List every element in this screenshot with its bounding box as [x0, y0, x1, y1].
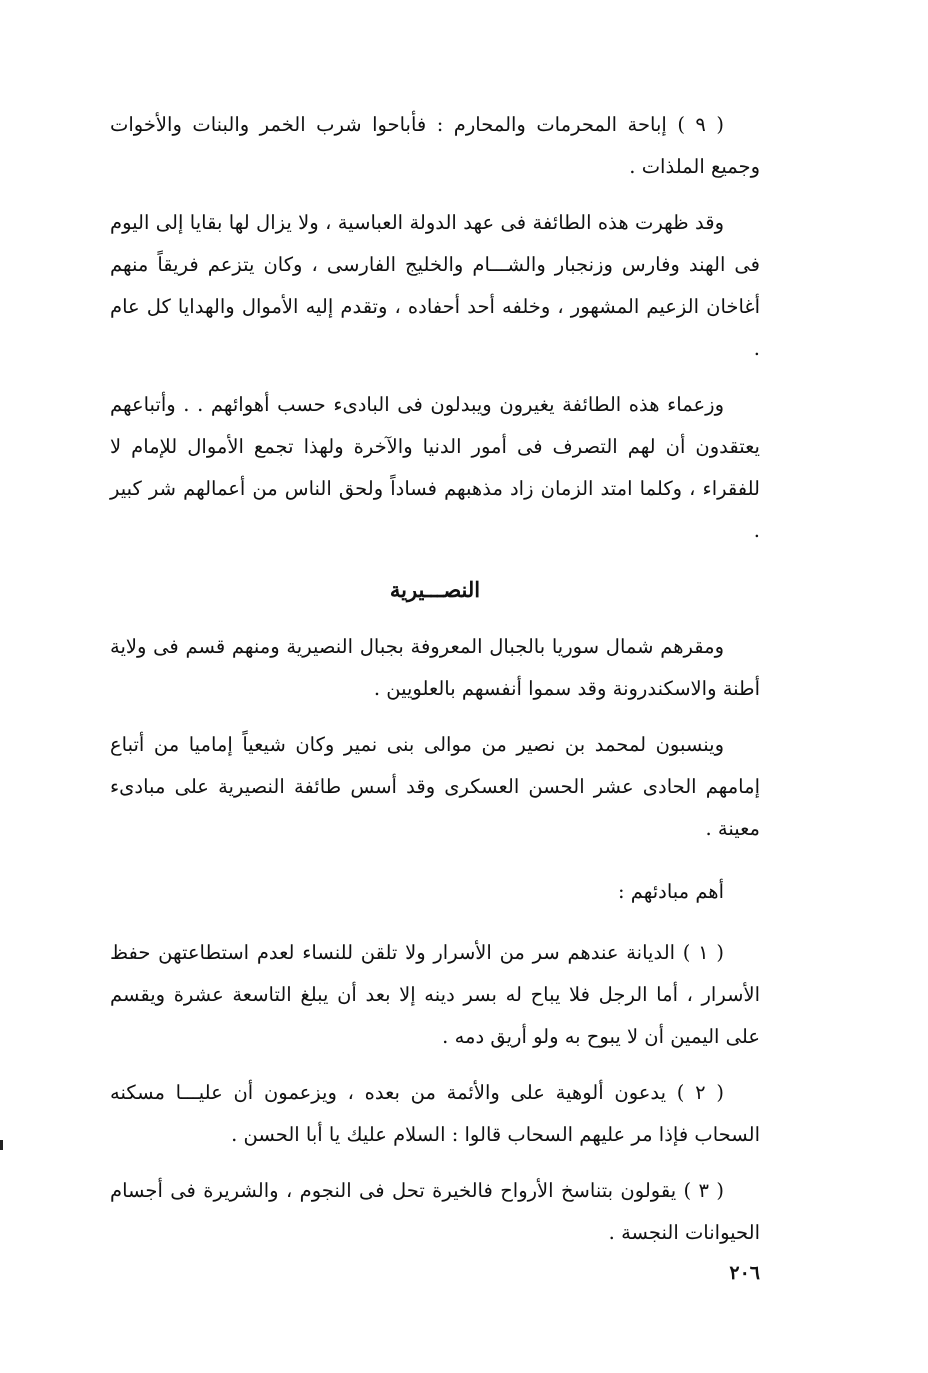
paragraph-sect-leaders: وزعماء هذه الطائفة يغيرون ويبدلون فى البادىء حسب أهوائهم . . وأتباعهم يعتقدون أن لهم التصرف فى أمور الدنيا والآخرة ولهذا تجمع الأموال للإمام لا للفقراء ، وكلما امتد الزمان زاد مذهبهم فساداً ولحق الناس من أعمالهم شر كبير .: [110, 393, 760, 542]
principle-item-1: ( ١ ) الديانة عندهم سر من الأسرار ولا تلقن للنساء لعدم استطاعتهن حفظ الأسرار ، أما الرجل فلا يباح له بسر دينه إلا بعد أن يبلغ التاسعة عشرة ويقسم على اليمين أن لا يبوح به ولو أريق دمه .: [110, 941, 760, 1048]
page-text-block: [110, 104, 760, 1254]
paragraph-permissibility: ( ٩ ) إباحة المحرمات والمحارم : فأباحوا شرب الخمر والبنات والأخوات وجميع الملذات .: [110, 113, 760, 178]
paragraph-sect-history: وقد ظهرت هذه الطائفة فى عهد الدولة العباسية ، ولا يزال لها بقايا إلى اليوم فى الهند وفارس وزنجبار والشـــام والخليج الفارسى ، وكان يتزعم فريقاً منهم أغاخان الزعيم المشهور ، وخلفه أحد أحفاده ، وتقدم إليه الأموال والهدايا كل عام .: [110, 211, 760, 360]
section-heading-nusayriyya: النصـــيرية: [389, 577, 481, 602]
margin-mark: [0, 1140, 3, 1150]
subheading-principles: أهم مبادئهم :: [618, 880, 724, 903]
principle-item-2: ( ٢ ) يدعون ألوهية على والأئمة من بعده ، ويزعمون أن عليـــا مسكنه السحاب فإذا مر عليهم السحاب قالوا : السلام عليك يا أبا الحسن .: [110, 1081, 760, 1146]
paragraph-location: ومقرهم شمال سوريا بالجبال المعروفة بجبال النصيرية ومنهم قسم فى ولاية أطنة والاسكندرونة وقد سموا أنفسهم بالعلويين .: [110, 635, 760, 700]
principle-item-3: ( ٣ ) يقولون بتناسخ الأرواح فالخيرة تحل فى النجوم ، والشريرة فى أجسام الحيوانات النجسة .: [110, 1179, 760, 1244]
paragraph-origin: وينسبون لمحمد بن نصير من موالى بنى نمير وكان شيعياً إماميا من أتباع إمامهم الحادى عشر الحسن العسكرى وقد أسس طائفة النصيرية على مبادىء معينة .: [110, 733, 760, 840]
page-number: ٢٠٦: [729, 1262, 760, 1284]
